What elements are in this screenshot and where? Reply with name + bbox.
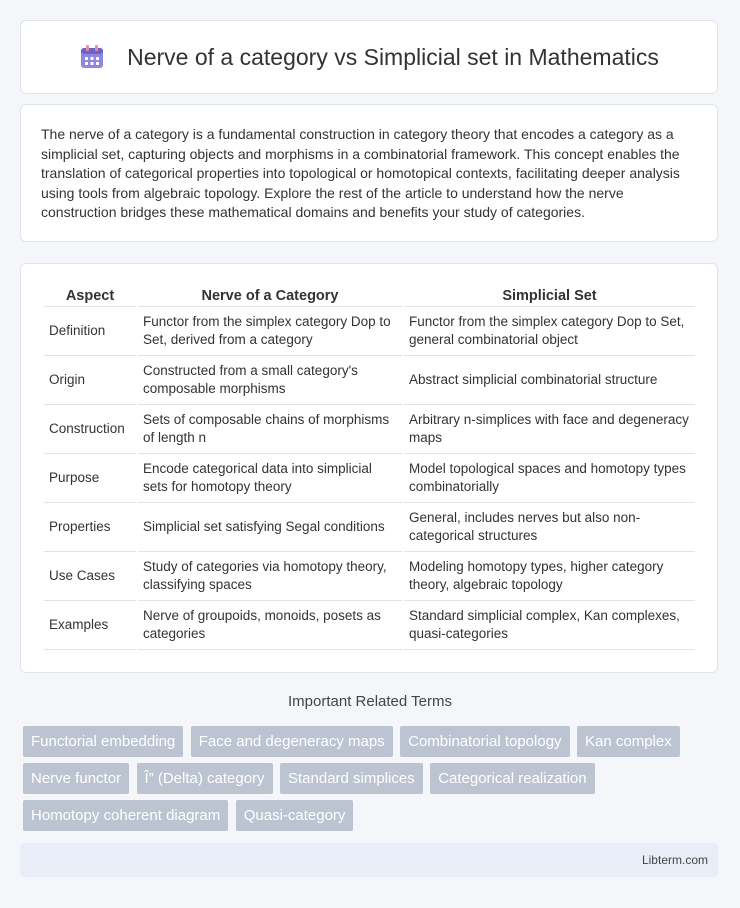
row-simplicial: Abstract simplicial combinatorial structure <box>404 356 695 405</box>
header-card <box>20 20 718 94</box>
related-term-tag[interactable]: Nerve functor <box>23 763 129 794</box>
related-terms-list <box>23 726 723 837</box>
row-nerve: Encode categorical data into simplicial sets for homotopy theory <box>138 454 402 503</box>
related-term-tag[interactable]: Kan complex <box>577 726 680 757</box>
related-terms-title: Important Related Terms <box>288 693 452 710</box>
related-term-tag[interactable]: Î” (Delta) category <box>137 763 273 794</box>
page-title: Nerve of a category vs Simplicial set in Mathematics <box>127 43 659 70</box>
row-aspect: Definition <box>44 307 136 356</box>
calendar-icon <box>79 44 105 70</box>
intro-paragraph: The nerve of a category is a fundamental construction in category theory that encodes a category as a simplicial set, capturing objects and morphisms in a combinatorial framework. This concept enables the translation of categorical properties into topological or homotopical contexts, facilitating deeper analysis using tools from algebraic topology. Explore the rest of the article to understand how the nerve construction bridges these mathematical domains and benefits your study of categories. <box>41 126 680 220</box>
related-term-tag[interactable]: Functorial embedding <box>23 726 183 757</box>
related-term-tag[interactable]: Standard simplices <box>280 763 423 794</box>
table-row <box>44 356 695 405</box>
row-aspect: Construction <box>44 405 136 454</box>
header-aspect: Aspect <box>44 286 136 307</box>
row-simplicial: Model topological spaces and homotopy types combinatorially <box>404 454 695 503</box>
comparison-table <box>42 286 697 650</box>
table-row <box>44 454 695 503</box>
row-nerve: Functor from the simplex category Dop to Set, derived from a category <box>138 307 402 356</box>
comparison-table-card <box>20 263 718 673</box>
table-row <box>44 405 695 454</box>
row-simplicial: Functor from the simplex category Dop to Set, general combinatorial object <box>404 307 695 356</box>
table-row <box>44 552 695 601</box>
row-aspect: Properties <box>44 503 136 552</box>
related-term-tag[interactable]: Quasi-category <box>236 800 354 831</box>
footer <box>20 843 718 877</box>
header-nerve: Nerve of a Category <box>138 286 402 307</box>
table-header-row <box>44 286 695 307</box>
related-term-tag[interactable]: Categorical realization <box>430 763 594 794</box>
row-simplicial: Arbitrary n-simplices with face and degeneracy maps <box>404 405 695 454</box>
row-nerve: Constructed from a small category's composable morphisms <box>138 356 402 405</box>
related-term-tag[interactable]: Combinatorial topology <box>400 726 569 757</box>
row-simplicial: Modeling homotopy types, higher category theory, algebraic topology <box>404 552 695 601</box>
row-simplicial: General, includes nerves but also non-categorical structures <box>404 503 695 552</box>
table-row <box>44 601 695 650</box>
row-aspect: Use Cases <box>44 552 136 601</box>
table-row <box>44 307 695 356</box>
row-aspect: Purpose <box>44 454 136 503</box>
row-nerve: Sets of composable chains of morphisms of length n <box>138 405 402 454</box>
row-aspect: Examples <box>44 601 136 650</box>
title-wrap <box>79 44 659 71</box>
intro-card <box>20 104 718 242</box>
row-nerve: Study of categories via homotopy theory, classifying spaces <box>138 552 402 601</box>
table-row <box>44 503 695 552</box>
row-nerve: Nerve of groupoids, monoids, posets as categories <box>138 601 402 650</box>
row-aspect: Origin <box>44 356 136 405</box>
related-term-tag[interactable]: Face and degeneracy maps <box>191 726 393 757</box>
related-term-tag[interactable]: Homotopy coherent diagram <box>23 800 228 831</box>
row-nerve: Simplicial set satisfying Segal conditions <box>138 503 402 552</box>
header-simplicial: Simplicial Set <box>404 286 695 307</box>
footer-site-link[interactable]: Libterm.com <box>641 853 708 867</box>
row-simplicial: Standard simplicial complex, Kan complexes, quasi-categories <box>404 601 695 650</box>
